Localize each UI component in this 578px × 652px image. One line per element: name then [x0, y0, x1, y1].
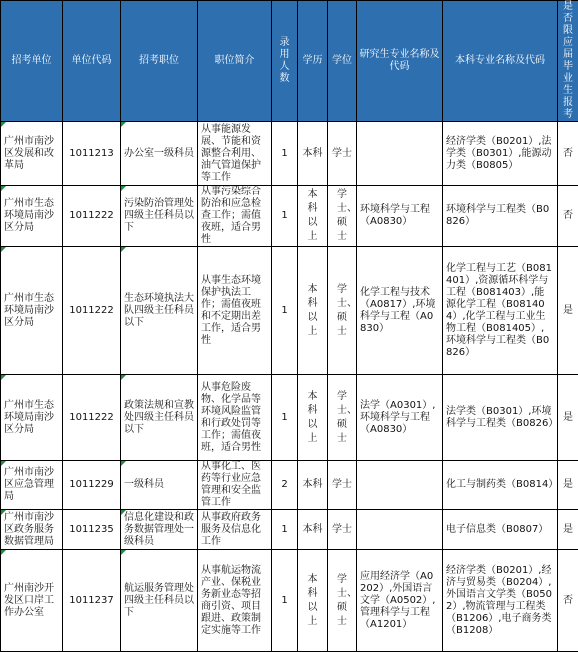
header-grad-major: 研究生专业名称及代码	[357, 1, 443, 122]
cell-fresh-only: 是	[558, 461, 578, 510]
cell-code: 1011213	[63, 122, 121, 186]
header-count-text: 录用人数	[280, 37, 290, 85]
header-row	[1, 1, 578, 122]
cell-edu	[298, 186, 328, 247]
cell-edu-text: 本科以上	[308, 390, 318, 446]
cell-count: 1	[272, 186, 298, 247]
cell-degree: 学士	[328, 461, 357, 510]
cell-grad-major	[357, 461, 443, 510]
cell-fresh-only: 是	[558, 247, 578, 375]
cell-post: 航运服务管理处四级主任科员以下	[121, 550, 198, 652]
cell-intro: 从事污染综合防治和应急检查工作；需值夜班，适合男性	[198, 186, 272, 247]
cell-intro: 从事生态环境保护执法工作；需值夜班和不定期出差工作，适合男性	[198, 247, 272, 375]
cell-count: 2	[272, 461, 298, 510]
cell-grad-major: 应用经济学（A0202）,外国语言文学（A0502）,管理科学与工程（A1201）	[357, 550, 443, 652]
header-fresh-only	[558, 1, 578, 122]
table-row	[1, 375, 578, 461]
cell-unit: 广州市南沙区政务服务数据管理局	[1, 510, 63, 550]
cell-ug-major: 法学类（B0301）,环境科学与工程类（B0826）	[443, 375, 558, 461]
cell-degree	[328, 375, 357, 461]
header-code: 单位代码	[63, 1, 121, 122]
cell-intro: 从事化工、医药等行业应急管理和安全监管工作	[198, 461, 272, 510]
cell-unit: 广州市生态环境局南沙区分局	[1, 247, 63, 375]
cell-ug-major: 经济学类（B0201）,经济与贸易类（B0204）,外国语言文学类（B0502）,物流管理与工程类（B1206）,电子商务类（B1208）	[443, 550, 558, 652]
cell-edu	[298, 375, 328, 461]
cell-edu-text: 本科以上	[308, 188, 318, 244]
cell-code: 1011222	[63, 375, 121, 461]
header-count	[272, 1, 298, 122]
cell-fresh-only: 否	[558, 550, 578, 652]
cell-post: 信息化建设和政务数据管理处一级科员	[121, 510, 198, 550]
cell-count: 1	[272, 510, 298, 550]
cell-grad-major: 法学（A0301）,环境科学与工程（A0830）	[357, 375, 443, 461]
cell-degree-text: 学士、硕士	[337, 390, 347, 446]
cell-code: 1011237	[63, 550, 121, 652]
header-degree: 学位	[328, 1, 357, 122]
cell-edu-text: 本科以上	[308, 573, 318, 629]
cell-count: 1	[272, 375, 298, 461]
cell-ug-major: 电子信息类（B0807）	[443, 510, 558, 550]
cell-code: 1011222	[63, 247, 121, 375]
cell-unit: 广州市南沙区发展和改革局	[1, 122, 63, 186]
cell-unit: 广州市生态环境局南沙区分局	[1, 186, 63, 247]
cell-edu-text: 本科以上	[308, 283, 318, 339]
header-fresh-only-text: 是否限应届毕业生报考	[563, 1, 573, 121]
cell-degree-text: 学士、硕士	[337, 283, 347, 339]
cell-intro: 从事危险废物、化学品等环境风险监管和行政处罚等工作；需值夜班，适合男性	[198, 375, 272, 461]
cell-degree	[328, 247, 357, 375]
table-row	[1, 550, 578, 652]
header-intro: 职位简介	[198, 1, 272, 122]
cell-degree	[328, 186, 357, 247]
cell-fresh-only: 否	[558, 186, 578, 247]
cell-fresh-only: 否	[558, 122, 578, 186]
cell-degree-text: 学士、硕士	[337, 573, 347, 629]
cell-degree: 学士	[328, 510, 357, 550]
header-ug-major: 本科专业名称及代码	[443, 1, 558, 122]
cell-edu	[298, 247, 328, 375]
cell-degree: 学士	[328, 122, 357, 186]
cell-post: 生态环境执法大队四级主任科员以下	[121, 247, 198, 375]
header-unit: 招考单位	[1, 1, 63, 122]
cell-grad-major	[357, 122, 443, 186]
cell-fresh-only: 是	[558, 375, 578, 461]
table-row	[1, 122, 578, 186]
cell-intro: 从事政府政务服务及信息化工作	[198, 510, 272, 550]
cell-count: 1	[272, 247, 298, 375]
cell-intro: 从事航运物流产业、保税业务新业态等招商引资、项目跟进、政策制定实施等工作	[198, 550, 272, 652]
cell-unit: 广州市生态环境局南沙区分局	[1, 375, 63, 461]
cell-edu: 本科	[298, 122, 328, 186]
cell-code: 1011222	[63, 186, 121, 247]
cell-post: 一级科员	[121, 461, 198, 510]
cell-ug-major: 化工与制药类（B0814）	[443, 461, 558, 510]
table-row	[1, 247, 578, 375]
cell-degree-text: 学士、硕士	[337, 188, 347, 244]
cell-code: 1011229	[63, 461, 121, 510]
cell-edu	[298, 550, 328, 652]
cell-edu: 本科	[298, 461, 328, 510]
cell-grad-major: 化学工程与技术（A0817）,环境科学与工程（A0830）	[357, 247, 443, 375]
cell-count: 1	[272, 122, 298, 186]
cell-post: 政策法规和宣教处四级主任科员以下	[121, 375, 198, 461]
cell-edu: 本科	[298, 510, 328, 550]
cell-degree	[328, 550, 357, 652]
header-edu: 学历	[298, 1, 328, 122]
cell-grad-major: 环境科学与工程（A0830）	[357, 186, 443, 247]
cell-fresh-only: 是	[558, 510, 578, 550]
table-row	[1, 510, 578, 550]
cell-post: 办公室一级科员	[121, 122, 198, 186]
cell-count: 1	[272, 550, 298, 652]
cell-grad-major	[357, 510, 443, 550]
cell-ug-major: 化学工程与工艺（B081401）,资源循环科学与工程（B081403）,能源化学工程（B081404）,化学工程与工业生物工程（B081405）,环境科学与工程类（B0826）	[443, 247, 558, 375]
cell-post: 污染防治管理处四级主任科员以下	[121, 186, 198, 247]
table-row	[1, 186, 578, 247]
cell-ug-major: 经济学类（B0201）,法学类（B0301）,能源动力类（B0805）	[443, 122, 558, 186]
cell-unit: 广州市南沙区应急管理局	[1, 461, 63, 510]
cell-unit: 广州南沙开发区口岸工作办公室	[1, 550, 63, 652]
table-row	[1, 461, 578, 510]
cell-code: 1011235	[63, 510, 121, 550]
cell-ug-major: 环境科学与工程类（B0826）	[443, 186, 558, 247]
cell-intro: 从事能源发展、节能和资源整合利用、油气管道保护等工作	[198, 122, 272, 186]
header-post: 招考职位	[121, 1, 198, 122]
